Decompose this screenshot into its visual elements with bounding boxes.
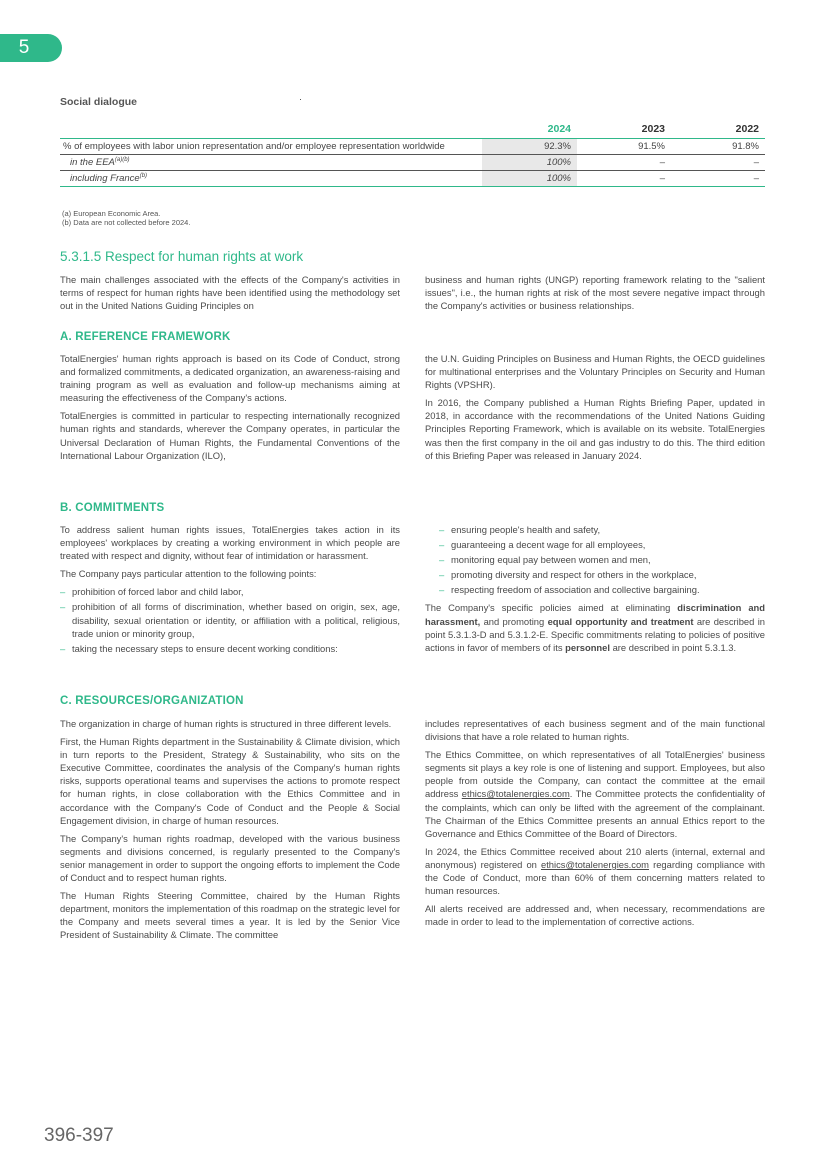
- row-label: including France$^{(b)}$: [70, 173, 148, 185]
- social-dialogue-table: [60, 120, 765, 187]
- table-row: [60, 155, 765, 171]
- paragraph: All alerts received are addressed and, when necessary, recommendations are made in order to lead to the implementation of corrective actions.: [425, 903, 765, 928]
- cell-2023: –: [659, 173, 665, 185]
- cell-2023: 91.5%: [638, 141, 665, 152]
- paragraph: The Ethics Committee, on which representatives of all TotalEnergies' business segments sit plays a key role is one of listening and support. Employees, but also people from outside the Company, can contact the committee at the email address ethics@totalenergies.com. The Committee protects the confidentiality of the complaints, which can only be lifted with the agreement of the complainant. The Chairman of the Ethics Committee presents an annual Ethics report to the Governance and Ethics Committee of the Board of Directors.: [425, 749, 765, 839]
- chapter-tab: 5: [0, 34, 62, 62]
- ethics-email-link[interactable]: ethics@totalenergies.com: [461, 788, 570, 800]
- paragraph: To address salient human rights issues, TotalEnergies takes action in its employees' workplaces by creating a working environment in which people are treated with respect and dignity, without fear of intimidation or harassment.: [60, 524, 400, 562]
- header-2023: 2023: [641, 123, 665, 135]
- list-item: – taking the necessary steps to ensure decent working conditions:: [60, 642, 400, 655]
- list-item: – guaranteeing a decent wage for all employees,: [439, 538, 765, 551]
- section-a-left: [60, 352, 400, 467]
- paragraph: In 2024, the Ethics Committee received about 210 alerts (internal, external and anonymous) registered on ethics@totalenergies.com regarding compliance with the Code of Conduct, more than 60% of them concerning matters related to human resources.: [425, 845, 765, 897]
- cell-2023: –: [659, 157, 665, 169]
- paragraph: the U.N. Guiding Principles on Business and Human Rights, the OECD guidelines for multinational enterprises and the Voluntary Principles on Security and Human Rights (VPSHR).: [425, 353, 765, 391]
- table-title: Social dialogue: [60, 96, 138, 108]
- row-label: % of employees with labor union representation and/or employee representation worldwide: [63, 141, 445, 152]
- paragraph: The Company pays particular attention to the following points:: [60, 568, 317, 580]
- list-item: – prohibition of all forms of discrimination, whether based on origin, sex, age, disability, sexual orientation or identity, or affiliation with a political, religious, trade union or minority group,: [60, 600, 400, 639]
- cell-2024: 92.3%: [482, 139, 577, 155]
- heading-commitments: B. COMMITMENTS: [60, 502, 165, 514]
- stray-dot: [300, 99, 301, 100]
- page-number: 396-397: [44, 1125, 114, 1146]
- ethics-email-link[interactable]: ethics@totalenergies.com: [540, 858, 649, 870]
- footnote: (b) Data are not collected before 2024.: [62, 218, 191, 227]
- header-2024: 2024: [547, 123, 571, 135]
- paragraph: The Company's specific policies aimed at eliminating discrimination and harassment, and promoting equal opportunity and treatment are described in point 5.3.1.3-D and 5.3.1.2-E. Specific commitments relating to policies of positive actions in favor of members of its personnel are described in point 5.3.1.3.: [425, 602, 765, 653]
- list-item: – ensuring people's health and safety,: [439, 523, 765, 536]
- footnote-ref: (b): [139, 173, 148, 180]
- paragraph: TotalEnergies is committed in particular to respecting internationally recognized human rights and standards, wherever the Company operates, in particular the Universal Declaration of Human Rights, the Fundamental Conventions of the International Labour Organization (ILO),: [60, 410, 400, 461]
- table-footnotes: [62, 209, 190, 227]
- cell-2024: 100%: [482, 155, 577, 171]
- commitments-list: [60, 585, 400, 654]
- cell-2024: 100%: [482, 171, 577, 187]
- paragraph: TotalEnergies' human rights approach is based on its Code of Conduct, strong and formalized commitments, a dedicated organization, an awareness-raising and training program as well as evaluation and follow-up mechanisms aiming at measuring the effectiveness of the Company's actions.: [60, 353, 400, 404]
- section-c-left: [60, 717, 400, 947]
- list-item: – monitoring equal pay between women and men,: [439, 553, 765, 566]
- paragraph: The organization in charge of human rights is structured in three different levels.: [60, 718, 392, 729]
- paragraph: In 2016, the Company published a Human Rights Briefing Paper, updated in 2018, in accordance with the recommendations of the United Nations Guiding Principles Reporting Framework, which is available on its website. TotalEnergies was then the first company in the oil and gas industry to do this. The third edition of this Briefing Paper was released in January 2024.: [425, 397, 765, 461]
- section-b-right: [425, 523, 765, 659]
- cell-2022: –: [753, 157, 759, 169]
- footnote-ref: (a)(b): [114, 157, 130, 163]
- cell-2022: 91.8%: [732, 141, 759, 152]
- list-item: – respecting freedom of association and collective bargaining.: [439, 583, 765, 596]
- header-2022: 2022: [735, 123, 759, 135]
- paragraph: The Human Rights Steering Committee, chaired by the Human Rights department, monitors the implementation of this roadmap on the strategic level for the Company and meets several times a year. It is led by the Senior Vice President of Sustainability & Climate. The committee: [60, 890, 400, 941]
- section-a-right: [425, 352, 765, 467]
- cell-2022: –: [753, 173, 759, 185]
- section-c-right: [425, 717, 765, 933]
- paragraph: The main challenges associated with the effects of the Company's activities in terms of respect for human rights have been identified using the methodology set out in the United Nations Guiding Principles on: [60, 274, 400, 312]
- intro-right: [425, 273, 765, 317]
- list-item: – promoting diversity and respect for others in the workplace,: [439, 568, 765, 581]
- header-blank: [60, 120, 482, 139]
- heading-resources-organization: C. RESOURCES/ORGANIZATION: [60, 695, 244, 707]
- paragraph: The Company's human rights roadmap, developed with the various business segments and divisions concerned, is regularly presented to the Company's senior management in order to support the ongoing efforts to implement the Code of Conduct and to respect human rights.: [60, 832, 400, 884]
- working-conditions-list: [425, 523, 765, 596]
- list-item: – prohibition of forced labor and child labor,: [60, 585, 400, 598]
- row-label: in the $EEA^{(a)(b)}$: [70, 157, 130, 169]
- table-row: [60, 171, 765, 187]
- section-title: 5.3.1.5 Respect for human rights at work: [60, 249, 304, 264]
- intro-left: [60, 273, 400, 317]
- paragraph: includes representatives of each business segment and of the main functional divisions that have a role related to human rights.: [425, 718, 765, 743]
- paragraph: First, the Human Rights department in the Sustainability & Climate division, which in turn reports to the President, Strategy & Sustainability, who sits on the Executive Committee, coordinates the analysis of the Company's human rights risks, supports operational teams and supervises the actions to promote respect for human rights, in close collaboration with the Ethics Committee and in accordance with the Company's Code of Conduct and the People & Social Engagement division, in charge of human resources.: [60, 736, 400, 826]
- table-row: [60, 139, 765, 155]
- section-b-left: [60, 523, 400, 660]
- paragraph: business and human rights (UNGP) reporting framework relating to the "salient issues", i.e., the human rights at risk of the most severe negative impact through the Company's activities or business relationships.: [425, 274, 765, 312]
- footnote: (a) European Economic Area.: [62, 209, 161, 218]
- table-header-row: [60, 120, 765, 139]
- heading-reference-framework: A. REFERENCE FRAMEWORK: [60, 331, 231, 343]
